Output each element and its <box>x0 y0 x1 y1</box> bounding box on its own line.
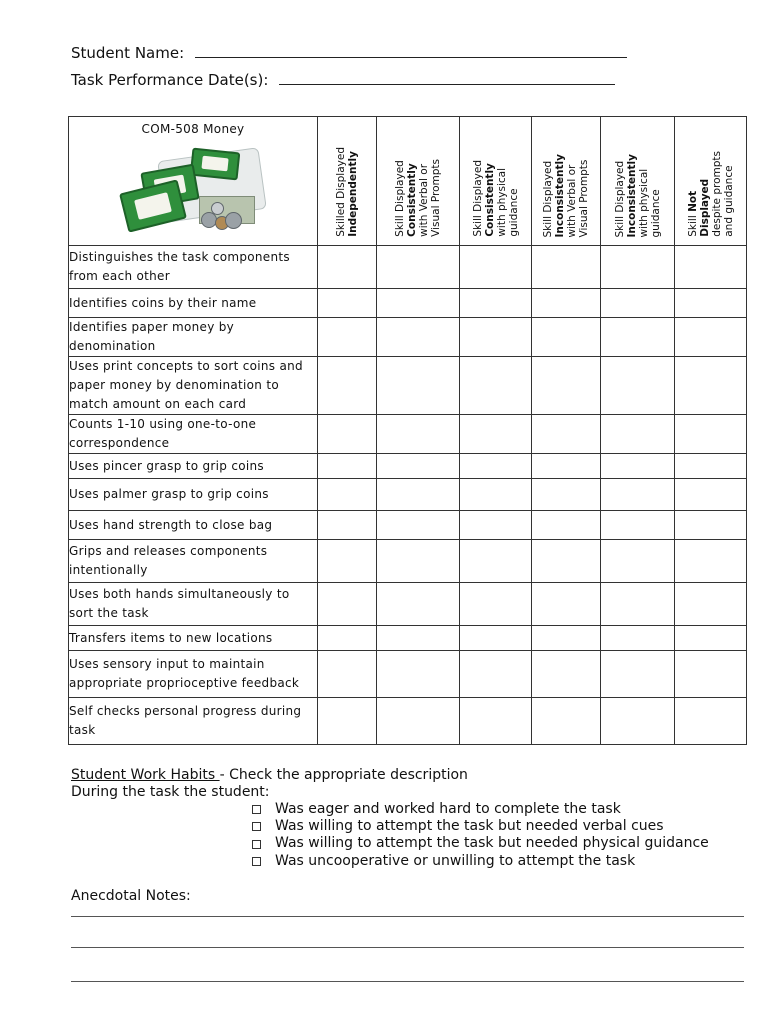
work-habits-instruction: - Check the appropriate description <box>219 767 468 783</box>
column-header-consistent-verbal <box>377 117 460 246</box>
rating-cell[interactable] <box>318 357 377 415</box>
column-header-line: with Verbal or <box>418 164 430 237</box>
column-header-line: Displayed <box>698 179 711 237</box>
rating-cell[interactable] <box>460 454 532 479</box>
rating-cell[interactable] <box>532 479 601 511</box>
rating-cell[interactable] <box>532 651 601 698</box>
work-habit-option[interactable] <box>252 835 709 852</box>
rating-cell[interactable] <box>318 246 377 289</box>
work-habit-option-label: Was eager and worked hard to complete the task <box>275 801 621 817</box>
rating-cell[interactable] <box>601 318 675 357</box>
work-habit-option[interactable] <box>252 853 709 870</box>
rating-cell[interactable] <box>532 318 601 357</box>
column-header-inconsistent-verbal <box>532 117 601 246</box>
column-header-line: guidance <box>507 188 520 237</box>
column-header-line: Skill Displayed <box>394 160 406 237</box>
skill-description: Uses pincer grasp to grip coins <box>69 454 318 479</box>
rating-cell[interactable] <box>675 454 747 479</box>
skill-description: Identifies paper money by denomination <box>69 318 318 357</box>
checkbox-icon[interactable] <box>252 840 261 849</box>
column-header-line: despite prompts <box>710 151 723 237</box>
rating-cell[interactable] <box>675 246 747 289</box>
rating-cell[interactable] <box>601 479 675 511</box>
skill-row <box>69 318 747 357</box>
rating-cell[interactable] <box>318 479 377 511</box>
work-habits-heading: Student Work Habits <box>71 767 220 783</box>
skill-row <box>69 511 747 540</box>
rating-cell[interactable] <box>532 357 601 415</box>
rating-cell[interactable] <box>318 583 377 626</box>
rating-cell[interactable] <box>532 698 601 745</box>
work-habits-section <box>71 767 468 801</box>
column-header-not-displayed <box>675 117 747 246</box>
money-kit-image <box>121 142 261 234</box>
column-header-consistent-physical <box>460 117 532 246</box>
rating-cell[interactable] <box>318 289 377 318</box>
skill-row <box>69 626 747 651</box>
skill-description: Grips and releases components intentionally <box>69 540 318 583</box>
skill-row <box>69 698 747 745</box>
notes-line[interactable] <box>71 947 744 948</box>
rating-cell[interactable] <box>601 357 675 415</box>
rating-cell[interactable] <box>675 583 747 626</box>
column-header-line: Visual Prompts <box>578 159 590 237</box>
rating-cell[interactable] <box>532 511 601 540</box>
rating-cell[interactable] <box>460 511 532 540</box>
skill-description: Counts 1-10 using one-to-one correspondence <box>69 415 318 454</box>
skill-row <box>69 289 747 318</box>
skill-description: Uses palmer grasp to grip coins <box>69 479 318 511</box>
rating-cell[interactable] <box>532 246 601 289</box>
rating-cell[interactable] <box>675 318 747 357</box>
work-habits-intro: During the task the student: <box>71 784 270 800</box>
work-habit-option[interactable] <box>252 801 709 818</box>
task-title: COM-508 Money <box>141 122 245 136</box>
rating-cell[interactable] <box>460 246 532 289</box>
column-header-inconsistent-physical <box>601 117 675 246</box>
column-header-line: with physical <box>637 168 650 237</box>
column-header-line: Consistently <box>483 163 496 237</box>
task-date-row <box>71 70 615 89</box>
skill-description: Uses both hands simultaneously to sort the task <box>69 583 318 626</box>
anecdotal-notes-label: Anecdotal Notes: <box>71 888 191 904</box>
rating-cell[interactable] <box>532 289 601 318</box>
column-header-line: Inconsistently <box>625 153 638 237</box>
checkbox-icon[interactable] <box>252 822 261 831</box>
rating-cell[interactable] <box>601 626 675 651</box>
column-header-line: Visual Prompts <box>430 159 442 237</box>
column-header-line: Skill Displayed <box>471 160 484 237</box>
task-date-field[interactable] <box>279 70 615 85</box>
rating-cell[interactable] <box>601 246 675 289</box>
rating-cell[interactable] <box>675 698 747 745</box>
rating-cell[interactable] <box>460 318 532 357</box>
work-habit-option-label: Was willing to attempt the task but needed physical guidance <box>275 835 709 852</box>
rating-cell[interactable] <box>675 415 747 454</box>
student-name-row <box>71 43 627 62</box>
column-header-line: with physical <box>495 168 508 237</box>
rating-cell[interactable] <box>601 415 675 454</box>
notes-line[interactable] <box>71 981 744 982</box>
student-name-label: Student Name: <box>71 44 185 62</box>
rating-cell[interactable] <box>377 454 460 479</box>
rating-cell[interactable] <box>318 454 377 479</box>
column-header-line: Independently <box>347 151 359 237</box>
skill-description: Uses hand strength to close bag <box>69 511 318 540</box>
rating-cell[interactable] <box>460 479 532 511</box>
rating-cell[interactable] <box>675 511 747 540</box>
rating-cell[interactable] <box>601 511 675 540</box>
skill-description: Self checks personal progress during task <box>69 698 318 745</box>
column-header-line: Consistently <box>406 163 418 237</box>
rating-cell[interactable] <box>377 698 460 745</box>
rubric-header-row <box>69 117 747 246</box>
task-title-cell <box>69 117 318 246</box>
rating-cell[interactable] <box>318 698 377 745</box>
skill-description: Distinguishes the task components from each other <box>69 246 318 289</box>
rating-cell[interactable] <box>377 357 460 415</box>
column-header-line: Skill Displayed <box>542 160 554 237</box>
rating-cell[interactable] <box>460 540 532 583</box>
rating-cell[interactable] <box>377 415 460 454</box>
skill-row <box>69 540 747 583</box>
skill-row <box>69 246 747 289</box>
skill-description: Identifies coins by their name <box>69 289 318 318</box>
rating-cell[interactable] <box>460 651 532 698</box>
rating-cell[interactable] <box>601 583 675 626</box>
rating-cell[interactable] <box>532 583 601 626</box>
skill-row <box>69 357 747 415</box>
rating-cell[interactable] <box>601 698 675 745</box>
work-habit-option-label: Was uncooperative or unwilling to attempt the task <box>275 852 636 869</box>
rating-cell[interactable] <box>377 583 460 626</box>
rating-cell[interactable] <box>377 651 460 698</box>
rating-cell[interactable] <box>377 626 460 651</box>
rating-cell[interactable] <box>377 289 460 318</box>
rating-cell[interactable] <box>675 357 747 415</box>
checkbox-icon[interactable] <box>252 805 261 814</box>
rating-cell[interactable] <box>675 540 747 583</box>
skill-description: Uses print concepts to sort coins and paper money by denomination to match amount on each card <box>69 357 318 415</box>
rating-cell[interactable] <box>601 651 675 698</box>
rating-cell[interactable] <box>460 626 532 651</box>
rating-cell[interactable] <box>460 289 532 318</box>
column-header-line: guidance <box>649 188 662 237</box>
rating-cell[interactable] <box>532 626 601 651</box>
work-habits-options <box>252 801 709 870</box>
rating-cell[interactable] <box>601 540 675 583</box>
rating-cell[interactable] <box>377 246 460 289</box>
rating-cell[interactable] <box>377 511 460 540</box>
rating-cell[interactable] <box>675 479 747 511</box>
rating-cell[interactable] <box>675 626 747 651</box>
notes-line[interactable] <box>71 916 744 917</box>
rating-cell[interactable] <box>318 415 377 454</box>
rating-cell[interactable] <box>601 289 675 318</box>
work-habit-option-label: Was willing to attempt the task but needed verbal cues <box>275 818 664 835</box>
column-header-line: Skill Not <box>686 191 699 237</box>
column-header-line: and guidance <box>722 165 735 237</box>
rating-cell[interactable] <box>532 454 601 479</box>
rating-cell[interactable] <box>377 540 460 583</box>
skill-description: Transfers items to new locations <box>69 626 318 651</box>
skill-row <box>69 479 747 511</box>
rating-cell[interactable] <box>377 318 460 357</box>
task-date-label: Task Performance Date(s): <box>71 71 269 89</box>
column-header-line: Skill Displayed <box>613 160 626 237</box>
rating-cell[interactable] <box>318 651 377 698</box>
work-habit-option[interactable] <box>252 818 709 835</box>
rating-cell[interactable] <box>318 540 377 583</box>
rating-cell[interactable] <box>460 415 532 454</box>
rating-cell[interactable] <box>460 357 532 415</box>
rating-cell[interactable] <box>601 454 675 479</box>
checkbox-icon[interactable] <box>252 857 261 866</box>
rating-cell[interactable] <box>377 479 460 511</box>
column-header-line: Inconsistently <box>554 153 566 237</box>
rating-cell[interactable] <box>318 511 377 540</box>
skill-row <box>69 651 747 698</box>
column-header-line: with Verbal or <box>566 164 578 237</box>
rating-cell[interactable] <box>460 583 532 626</box>
skill-row <box>69 583 747 626</box>
skill-row <box>69 454 747 479</box>
student-name-field[interactable] <box>195 43 627 58</box>
rating-cell[interactable] <box>460 698 532 745</box>
rating-cell[interactable] <box>532 415 601 454</box>
rating-cell[interactable] <box>532 540 601 583</box>
skills-rubric-table <box>68 116 747 745</box>
column-header-line: Skilled Displayed <box>335 147 347 237</box>
rating-cell[interactable] <box>318 626 377 651</box>
rating-cell[interactable] <box>675 651 747 698</box>
rating-cell[interactable] <box>675 289 747 318</box>
column-header-independently <box>318 117 377 246</box>
skill-row <box>69 415 747 454</box>
skill-description: Uses sensory input to maintain appropriate proprioceptive feedback <box>69 651 318 698</box>
rating-cell[interactable] <box>318 318 377 357</box>
